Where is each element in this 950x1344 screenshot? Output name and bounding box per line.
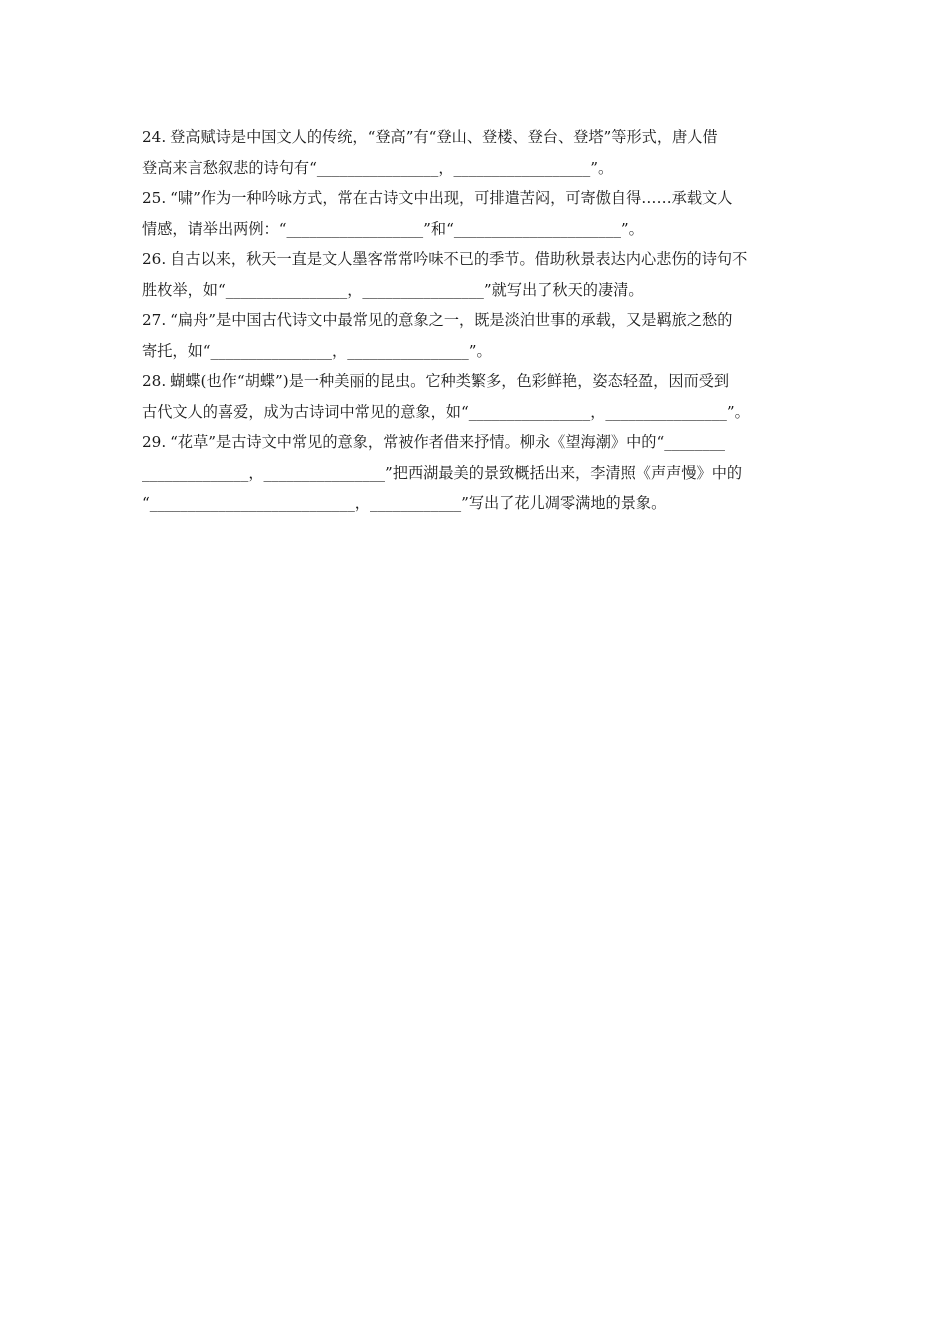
- question-text: 登高赋诗是中国文人的传统，“登高”有“登山、登楼、登台、登塔”等形式，唐人借: [170, 128, 718, 146]
- question-text: 蝴蝶(也作“胡蝶”)是一种美丽的昆虫。它种类繁多，色彩鲜艳，姿态轻盈，因而受到: [170, 372, 730, 390]
- question-number: 26.: [142, 250, 167, 268]
- question-line: [142, 244, 818, 275]
- question-text: 胜枚举，如“________________，________________”就写出了秋天的凄清。: [142, 280, 644, 299]
- question-line: [142, 305, 818, 336]
- question-number: 29.: [142, 433, 167, 451]
- question-text: “花草”是古诗文中常见的意象，常被作者借来抒情。柳永《望海潮》中的“________: [170, 433, 726, 451]
- question-text: 古代文人的喜爱，成为古诗词中常见的意象，如“________________，________________”。: [142, 402, 750, 421]
- question-line: [142, 122, 818, 153]
- question-line: [142, 366, 818, 397]
- question-text: ______________，________________”把西湖最美的景致概括出来，李清照《声声慢》中的: [142, 463, 743, 482]
- question-29: [142, 427, 818, 519]
- question-27: [142, 305, 818, 366]
- question-number: 28.: [142, 372, 167, 390]
- question-24: [142, 122, 818, 183]
- question-text: 情感，请举出两例：“__________________”和“______________________”。: [142, 219, 644, 238]
- question-text: “啸”作为一种吟咏方式，常在古诗文中出现，可排遣苦闷，可寄傲自得……承载文人: [170, 189, 733, 207]
- question-text: “___________________________，____________”写出了花儿凋零满地的景象。: [142, 494, 667, 512]
- question-line: [142, 427, 818, 458]
- question-number: 24.: [142, 128, 167, 146]
- question-text: “扁舟”是中国古代诗文中最常见的意象之一，既是淡泊世事的承载，又是羁旅之愁的: [170, 311, 733, 329]
- question-text: 登高来言愁叙悲的诗句有“________________，__________________”。: [142, 158, 614, 177]
- question-25: [142, 183, 818, 244]
- question-28: [142, 366, 818, 427]
- question-number: 25.: [142, 189, 167, 207]
- question-text: 自古以来，秋天一直是文人墨客常常吟味不已的季节。借助秋景表达内心悲伤的诗句不: [170, 250, 748, 268]
- question-text: 寄托，如“________________，________________”。: [142, 341, 492, 360]
- question-number: 27.: [142, 311, 167, 329]
- question-26: [142, 244, 818, 305]
- question-list: [142, 122, 818, 519]
- question-line: [142, 183, 818, 214]
